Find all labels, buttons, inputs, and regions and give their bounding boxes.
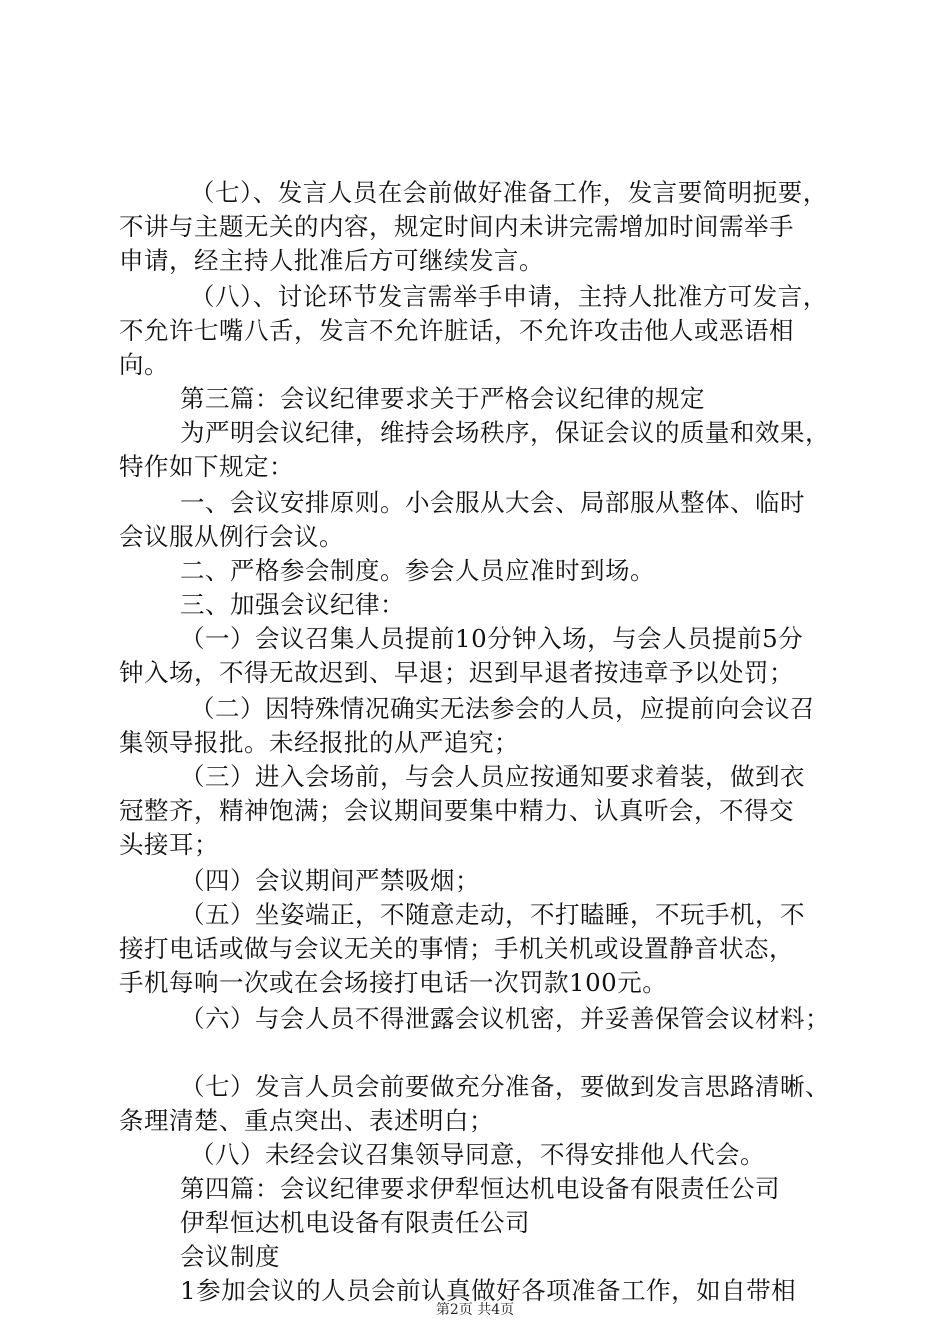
text-line: 二、严格参会制度。参会人员应准时到场。 xyxy=(180,556,655,585)
text-line: 不讲与主题无关的内容，规定时间内未讲完需增加时间需举手 xyxy=(119,212,794,241)
text-line: （四）会议期间严禁吸烟； xyxy=(180,866,480,895)
text-line: （三）进入会场前，与会人员应按通知要求着装，做到衣 xyxy=(180,762,805,791)
text-line: （七）发言人员会前要做充分准备，要做到发言思路清晰、 xyxy=(180,1072,830,1101)
section-heading: 第三篇：会议纪律要求关于严格会议纪律的规定 xyxy=(180,384,705,413)
text-line: （一）会议召集人员提前10分钟入场，与会人员提前5分 xyxy=(180,624,804,653)
text-line: 为严明会议纪律，维持会场秩序，保证会议的质量和效果， xyxy=(180,418,830,447)
text-line: 向。 xyxy=(119,350,169,379)
section-heading: 第四篇：会议纪律要求伊犁恒达机电设备有限责任公司 xyxy=(180,1174,780,1203)
text-line: 特作如下规定： xyxy=(119,452,294,481)
text-line: 钟入场，不得无故迟到、早退；迟到早退者按违章予以处罚； xyxy=(119,658,794,687)
text-line: 一、会议安排原则。小会服从大会、局部服从整体、临时 xyxy=(180,488,805,517)
text-line: （七）、发言人员在会前做好准备工作，发言要简明扼要， xyxy=(190,178,828,207)
text-line: 不允许七嘴八舌，发言不允许脏话，不允许攻击他人或恶语相 xyxy=(119,316,794,345)
text-line: 申请，经主持人批准后方可继续发言。 xyxy=(119,246,544,275)
text-line: 会议制度 xyxy=(180,1242,280,1271)
text-line: 集领导报批。未经报批的从严追究； xyxy=(119,728,519,757)
page-number-footer: 第2页 共4页 xyxy=(435,1302,515,1318)
text-line: 接打电话或做与会议无关的事情；手机关机或设置静音状态， xyxy=(119,934,794,963)
text-line: 条理清楚、重点突出、表述明白； xyxy=(119,1106,494,1135)
text-line: （八）、讨论环节发言需举手申请，主持人批准方可发言， xyxy=(190,282,828,311)
text-line: （八）未经会议召集领导同意，不得安排他人代会。 xyxy=(190,1140,765,1169)
text-line: 冠整齐，精神饱满；会议期间要集中精力、认真听会，不得交 xyxy=(119,796,794,825)
text-line: 头接耳； xyxy=(119,830,219,859)
text-line: 三、加强会议纪律： xyxy=(180,590,405,619)
text-line: 1参加会议的人员会前认真做好各项准备工作，如自带相 xyxy=(180,1276,797,1305)
text-line: 伊犁恒达机电设备有限责任公司 xyxy=(180,1208,530,1237)
text-line: （六）与会人员不得泄露会议机密，并妥善保管会议材料； xyxy=(180,1004,830,1033)
text-line: （五）坐姿端正，不随意走动，不打瞌睡，不玩手机，不 xyxy=(180,900,805,929)
text-line: （二）因特殊情况确实无法参会的人员，应提前向会议召 xyxy=(190,694,815,723)
text-line: 会议服从例行会议。 xyxy=(119,522,344,551)
text-line: 手机每响一次或在会场接打电话一次罚款100元。 xyxy=(119,968,668,997)
